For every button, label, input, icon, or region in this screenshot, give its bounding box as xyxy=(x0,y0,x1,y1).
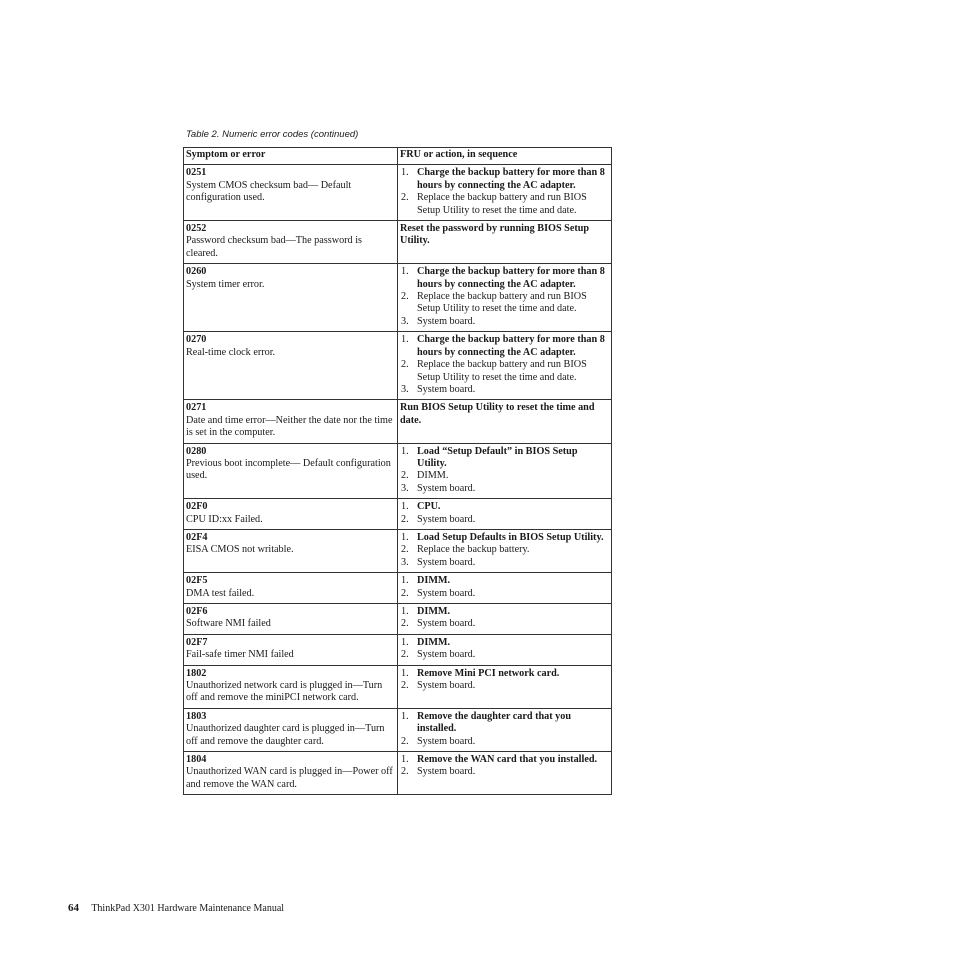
step-number: 1. xyxy=(401,266,409,278)
table-row xyxy=(184,752,612,795)
action-text: Reset the password by running BIOS Setup Utility. xyxy=(400,223,590,247)
table-row xyxy=(184,165,612,221)
step-text: Replace the backup battery and run BIOS Setup Utility to reset the time and date. xyxy=(417,192,587,216)
step-number: 1. xyxy=(401,531,409,543)
action-step xyxy=(400,766,609,778)
table-row xyxy=(184,221,612,264)
action-step xyxy=(400,532,609,544)
action-cell xyxy=(398,665,612,708)
symptom-cell xyxy=(184,332,398,400)
action-text: Run BIOS Setup Utility to reset the time and date. xyxy=(400,402,595,426)
action-cell xyxy=(398,264,612,332)
action-cell xyxy=(398,529,612,572)
action-step xyxy=(400,192,609,217)
symptom-cell xyxy=(184,573,398,604)
step-text: DIMM. xyxy=(417,575,451,587)
symptom-cell xyxy=(184,665,398,708)
action-steps xyxy=(400,668,609,693)
step-number: 2. xyxy=(401,649,409,661)
table-row xyxy=(184,529,612,572)
error-code: 0252 xyxy=(186,223,207,235)
error-description: Previous boot incomplete— Default configuration used. xyxy=(186,457,391,482)
error-description: System CMOS checksum bad— Default configuration used. xyxy=(186,179,352,204)
error-description: Fail-safe timer NMI failed xyxy=(186,649,294,661)
action-step xyxy=(400,637,609,649)
table-row xyxy=(184,264,612,332)
error-code: 1804 xyxy=(186,754,207,766)
symptom-cell xyxy=(184,499,398,530)
error-code: 02F0 xyxy=(186,501,208,513)
step-text: System board. xyxy=(417,618,476,630)
error-code: 1802 xyxy=(186,667,207,679)
symptom-cell xyxy=(184,634,398,665)
action-steps xyxy=(400,334,609,396)
action-steps xyxy=(400,711,609,748)
step-number: 2. xyxy=(401,587,409,599)
table-row xyxy=(184,604,612,635)
step-number: 2. xyxy=(401,359,409,371)
action-cell xyxy=(398,221,612,264)
action-step xyxy=(400,266,609,291)
action-cell xyxy=(398,752,612,795)
error-description: Unauthorized daughter card is plugged in—Turn off and remove the daughter card. xyxy=(186,723,385,747)
step-text: DIMM. xyxy=(417,606,451,617)
action-step xyxy=(400,446,609,471)
error-code: 0251 xyxy=(186,167,207,179)
error-code: 0271 xyxy=(186,402,207,414)
step-number: 3. xyxy=(401,383,409,395)
action-step xyxy=(400,483,609,495)
step-text: System board. xyxy=(417,556,476,568)
manual-title: ThinkPad X301 Hardware Maintenance Manual xyxy=(91,903,285,914)
action-step xyxy=(400,544,609,556)
step-number: 2. xyxy=(401,291,409,303)
action-step xyxy=(400,754,609,766)
action-cell xyxy=(398,165,612,221)
step-text: Remove the WAN card that you installed. xyxy=(417,754,598,766)
step-text: Load Setup Defaults in BIOS Setup Utility. xyxy=(417,531,604,543)
error-description: CPU ID:xx Failed. xyxy=(186,513,263,525)
error-description: Date and time error—Neither the date nor the time is set in the computer. xyxy=(186,414,393,439)
error-code: 0280 xyxy=(186,445,207,457)
action-cell xyxy=(398,400,612,443)
step-text: System board. xyxy=(417,587,476,599)
table-body xyxy=(184,165,612,795)
symptom-cell xyxy=(184,752,398,795)
error-description: Unauthorized WAN card is plugged in—Power off and remove the WAN card. xyxy=(186,766,393,790)
error-code: 02F4 xyxy=(186,531,208,543)
action-cell xyxy=(398,708,612,751)
step-text: Charge the backup battery for more than 8 hours by connecting the AC adapter. xyxy=(417,167,605,191)
symptom-cell xyxy=(184,400,398,443)
error-description: System timer error. xyxy=(186,278,265,290)
error-description: Software NMI failed xyxy=(186,618,271,630)
action-step xyxy=(400,680,609,692)
step-number: 1. xyxy=(401,334,409,346)
step-number: 2. xyxy=(401,618,409,630)
action-steps xyxy=(400,501,609,526)
step-text: System board. xyxy=(417,735,476,747)
action-step xyxy=(400,316,609,328)
step-number: 1. xyxy=(401,710,409,722)
step-number: 2. xyxy=(401,766,409,778)
symptom-cell xyxy=(184,708,398,751)
step-text: DIMM. xyxy=(417,470,449,482)
error-description: Password checksum bad—The password is cleared. xyxy=(186,235,362,259)
action-steps xyxy=(400,532,609,569)
action-step xyxy=(400,649,609,661)
action-step xyxy=(400,588,609,600)
error-code: 02F5 xyxy=(186,575,208,587)
step-number: 1. xyxy=(401,754,409,766)
step-number: 1. xyxy=(401,501,409,513)
step-text: Remove Mini PCI network card. xyxy=(417,667,560,679)
action-cell xyxy=(398,634,612,665)
step-text: System board. xyxy=(417,315,476,327)
header-action: FRU or action, in sequence xyxy=(398,148,612,165)
page-number: 64 xyxy=(68,902,79,914)
table-row xyxy=(184,332,612,400)
action-steps xyxy=(400,167,609,217)
action-steps xyxy=(400,446,609,496)
symptom-cell xyxy=(184,443,398,499)
action-step xyxy=(400,711,609,736)
action-step xyxy=(400,606,609,618)
symptom-cell xyxy=(184,529,398,572)
action-step xyxy=(400,167,609,192)
error-code: 02F6 xyxy=(186,606,208,617)
table-row xyxy=(184,443,612,499)
step-text: DIMM. xyxy=(417,636,451,648)
error-code: 0270 xyxy=(186,334,207,346)
action-step xyxy=(400,291,609,316)
step-number: 2. xyxy=(401,513,409,525)
action-steps xyxy=(400,575,609,600)
step-number: 2. xyxy=(401,735,409,747)
step-text: Replace the backup battery and run BIOS Setup Utility to reset the time and date. xyxy=(417,291,587,315)
table-row xyxy=(184,400,612,443)
symptom-cell xyxy=(184,264,398,332)
error-code: 0260 xyxy=(186,266,207,278)
symptom-cell xyxy=(184,165,398,221)
step-number: 2. xyxy=(401,192,409,204)
error-codes-table xyxy=(183,147,612,795)
action-step xyxy=(400,334,609,359)
action-step xyxy=(400,514,609,526)
step-number: 3. xyxy=(401,556,409,568)
error-description: EISA CMOS not writable. xyxy=(186,544,294,556)
step-number: 2. xyxy=(401,470,409,482)
table-header-row xyxy=(184,148,612,165)
table-row xyxy=(184,499,612,530)
step-text: Charge the backup battery for more than 8 hours by connecting the AC adapter. xyxy=(417,266,605,290)
step-text: System board. xyxy=(417,383,476,395)
step-text: System board. xyxy=(417,482,476,494)
table-row xyxy=(184,665,612,708)
step-text: System board. xyxy=(417,649,476,661)
page-footer xyxy=(68,902,284,914)
error-description: DMA test failed. xyxy=(186,587,255,599)
step-number: 3. xyxy=(401,315,409,327)
action-step xyxy=(400,470,609,482)
step-number: 3. xyxy=(401,482,409,494)
action-step xyxy=(400,557,609,569)
action-steps xyxy=(400,754,609,779)
action-cell xyxy=(398,604,612,635)
step-text: System board. xyxy=(417,766,476,778)
table-row xyxy=(184,573,612,604)
step-number: 1. xyxy=(401,167,409,179)
action-steps xyxy=(400,266,609,328)
table-caption: Table 2. Numeric error codes (continued) xyxy=(186,129,359,140)
error-code: 1803 xyxy=(186,710,207,722)
action-cell xyxy=(398,443,612,499)
error-code: 02F7 xyxy=(186,636,208,648)
step-number: 2. xyxy=(401,680,409,692)
step-text: System board. xyxy=(417,680,476,692)
action-step xyxy=(400,575,609,587)
step-number: 1. xyxy=(401,667,409,679)
action-step xyxy=(400,359,609,384)
error-description: Real-time clock error. xyxy=(186,346,276,358)
step-number: 1. xyxy=(401,445,409,457)
step-number: 1. xyxy=(401,575,409,587)
step-text: Load “Setup Default” in BIOS Setup Utility. xyxy=(417,445,578,469)
action-cell xyxy=(398,499,612,530)
action-steps xyxy=(400,637,609,662)
step-text: System board. xyxy=(417,513,476,525)
step-text: CPU. xyxy=(417,501,441,513)
symptom-cell xyxy=(184,221,398,264)
action-step xyxy=(400,501,609,513)
step-number: 1. xyxy=(401,636,409,648)
action-cell xyxy=(398,573,612,604)
step-text: Replace the backup battery and run BIOS Setup Utility to reset the time and date. xyxy=(417,359,587,383)
symptom-cell xyxy=(184,604,398,635)
step-number: 1. xyxy=(401,606,409,617)
step-text: Replace the backup battery. xyxy=(417,544,530,556)
action-step xyxy=(400,736,609,748)
step-number: 2. xyxy=(401,544,409,556)
table-row xyxy=(184,634,612,665)
step-text: Charge the backup battery for more than 8 hours by connecting the AC adapter. xyxy=(417,334,605,358)
action-step xyxy=(400,384,609,396)
step-text: Remove the daughter card that you installed. xyxy=(417,710,572,735)
action-steps xyxy=(400,606,609,631)
action-cell xyxy=(398,332,612,400)
table-row xyxy=(184,708,612,751)
action-step xyxy=(400,618,609,630)
header-symptom: Symptom or error xyxy=(184,148,398,165)
error-description: Unauthorized network card is plugged in—Turn off and remove the miniPCI network card. xyxy=(186,680,383,704)
action-step xyxy=(400,668,609,680)
